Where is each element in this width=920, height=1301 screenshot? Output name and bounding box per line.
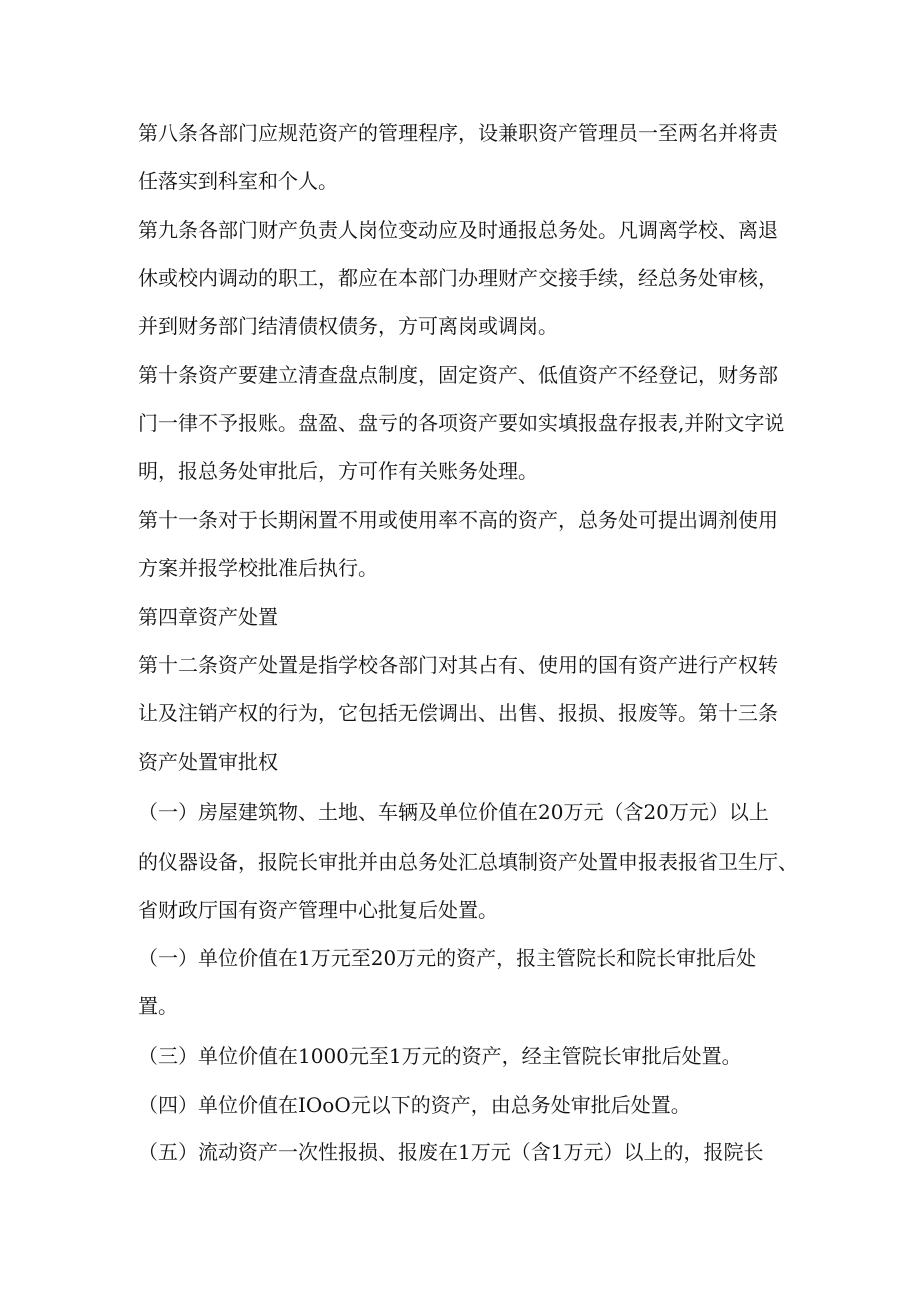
text-line: 明，报总务处审批后，方可作有关账务处理。: [138, 459, 538, 483]
text-line: （一）房屋建筑物、土地、车辆及单位价值在20万元（含20万元）以上: [138, 800, 769, 824]
text-line: 第十二条资产处置是指学校各部门对其占有、使用的国有资产进行产权转: [138, 653, 778, 677]
text-line: 任落实到科室和个人。: [138, 169, 338, 193]
text-line: 让及注销产权的行为，它包括无偿调出、出售、报损、报废等。第十三条: [138, 701, 778, 725]
text-line: 并到财务部门结清债权债务，方可离岗或调岗。: [138, 314, 558, 338]
text-line: 第十条资产要建立清查盘点制度，固定资产、低值资产不经登记，财务部: [138, 363, 778, 387]
text-line: 第十一条对于长期闲置不用或使用率不高的资产，总务处可提出调剂使用: [138, 508, 778, 532]
text-line: （五）流动资产一次性报损、报废在1万元（含1万元）以上的，报院长: [138, 1140, 764, 1164]
text-line: 休或校内调动的职工，都应在本部门办理财产交接手续，经总务处审核，: [138, 266, 778, 290]
text-line: 的仪器设备，报院长审批并由总务处汇总填制资产处置申报表报省卫生厅、: [138, 850, 798, 874]
text-line: （一）单位价值在1万元至20万元的资产，报主管院长和院长审批后处: [138, 946, 757, 970]
text-line: 资产处置审批权: [138, 750, 278, 774]
text-line: （三）单位价值在1000元至1万元的资产，经主管院长审批后处置。: [138, 1044, 742, 1068]
text-line: 省财政厅国有资产管理中心批复后处置。: [138, 898, 498, 922]
text-line: 置。: [138, 994, 178, 1018]
text-line: （四）单位价值在IOoO元以下的资产，由总务处审批后处置。: [138, 1093, 691, 1117]
text-line: 第八条各部门应规范资产的管理程序，设兼职资产管理员一至两名并将责: [138, 121, 778, 145]
chapter-heading: 第四章资产处置: [138, 605, 278, 629]
text-line: 门一律不予报账。盘盈、盘亏的各项资产要如实填报盘存报表,并附文字说: [138, 411, 785, 435]
text-line: 方案并报学校批准后执行。: [138, 556, 378, 580]
text-line: 第九条各部门财产负责人岗位变动应及时通报总务处。凡调离学校、离退: [138, 218, 778, 242]
